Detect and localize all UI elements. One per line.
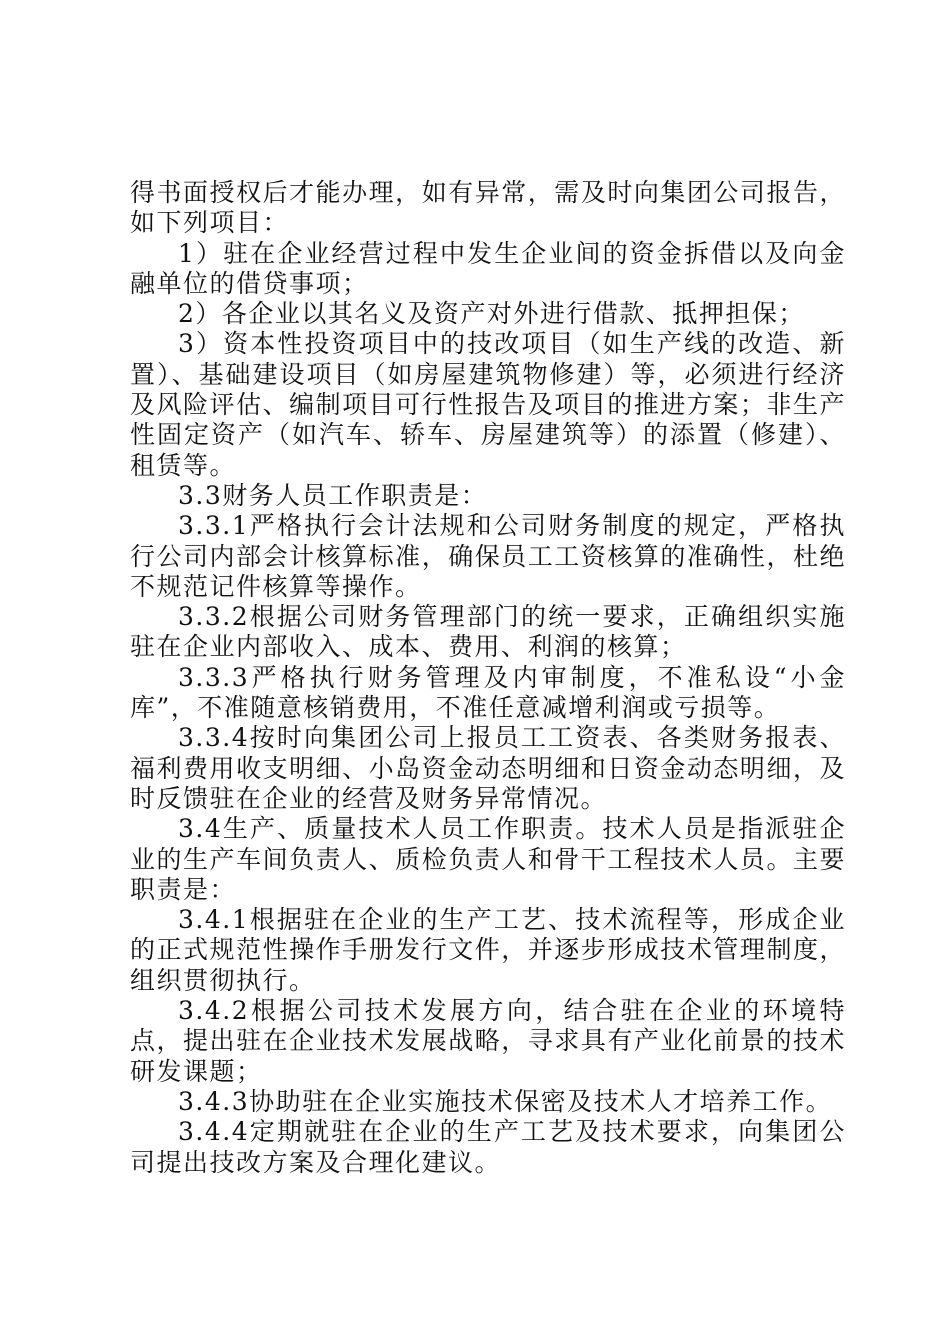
paragraph-3-4-3: 3.4.3协助驻在企业实施技术保密及技术人才培养工作。 (178, 1086, 833, 1116)
paragraph-3-4-1: 3.4.1根据驻在企业的生产工艺、技术流程等，形成企业的正式规范性操作手册发行文件，并逐步形成技术管理制度，组织贯彻执行。 (130, 905, 846, 995)
paragraph-3-3-2: 3.3.2根据公司财务管理部门的统一要求，正确组织实施驻在企业内部收入、成本、费用、利润的核算； (130, 602, 846, 662)
paragraph-item-1: 1）驻在企业经营过程中发生企业间的资金拆借以及向金融单位的借贷事项； (130, 238, 846, 298)
paragraph-item-2: 2）各企业以其名义及资产对外进行借款、抵押担保； (178, 299, 805, 329)
section-heading-3-4: 3.4生产、质量技术人员工作职责。技术人员是指派驻企业的生产车间负责人、质检负责人和骨干工程技术人员。主要职责是： (130, 814, 846, 904)
paragraph-3-3-1: 3.3.1严格执行会计法规和公司财务制度的规定，严格执行公司内部会计核算标准，确保员工工资核算的准确性，杜绝不规范记件核算等操作。 (130, 511, 846, 601)
paragraph-item-3: 3）资本性投资项目中的技改项目（如生产线的改造、新置）、基础建设项目（如房屋建筑物修建）等，必须进行经济及风险评估、编制项目可行性报告及项目的推进方案；非生产性固定资产（如汽车、轿车、房屋建筑等）的添置（修建）、租赁等。 (130, 329, 846, 480)
paragraph-3-4-2: 3.4.2根据公司技术发展方向，结合驻在企业的环境特点，提出驻在企业技术发展战略，寻求具有产业化前景的技术研发课题； (130, 996, 846, 1086)
paragraph-3-3-3: 3.3.3严格执行财务管理及内审制度，不准私设“小金库”，不准随意核销费用，不准任意减增利润或亏损等。 (130, 662, 846, 723)
section-heading-3-3: 3.3财务人员工作职责是： (178, 480, 488, 510)
paragraph-3-4-4: 3.4.4定期就驻在企业的生产工艺及技术要求，向集团公司提出技改方案及合理化建议。 (130, 1117, 846, 1177)
document-body (130, 178, 846, 1178)
paragraph-continuation: 得书面授权后才能办理，如有异常，需及时向集团公司报告，如下列项目： (130, 178, 846, 238)
paragraph-3-3-4: 3.3.4按时向集团公司上报员工工资表、各类财务报表、福利费用收支明细、小岛资金动态明细和日资金动态明细，及时反馈驻在企业的经营及财务异常情况。 (130, 723, 846, 813)
